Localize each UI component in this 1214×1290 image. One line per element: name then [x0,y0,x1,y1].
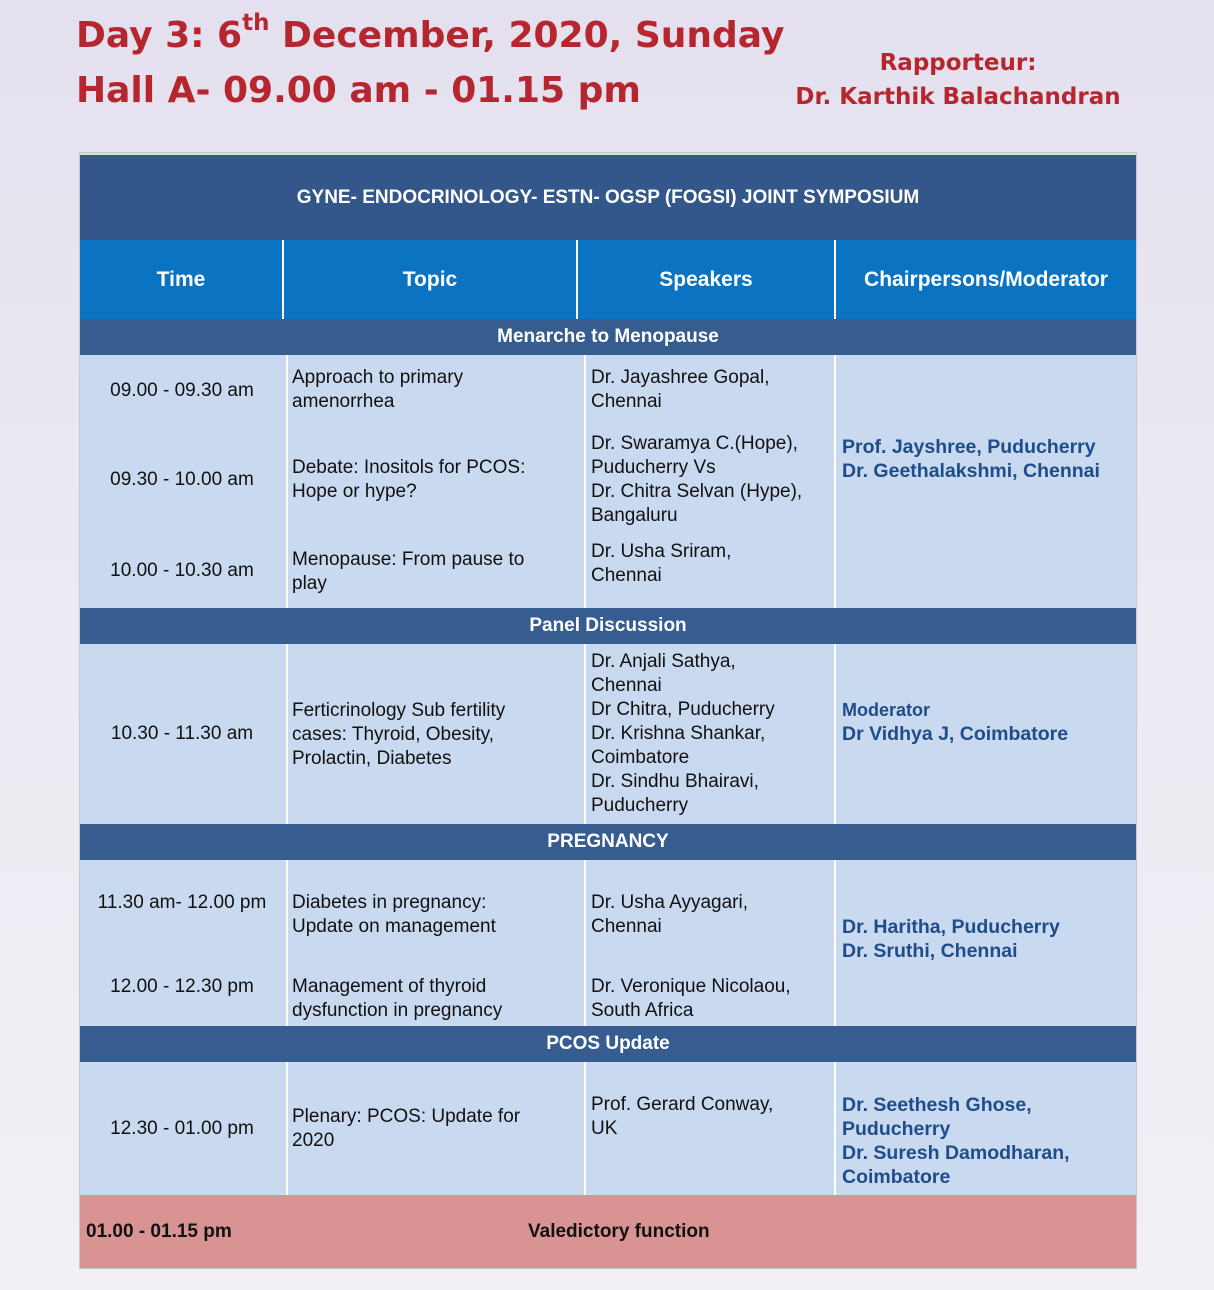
time-cell: 10.30 - 11.30 am [110,723,254,744]
day-heading: Day 3: 6th December, 2020, Sunday [76,10,785,56]
column-divider [584,1062,586,1195]
section-header: PREGNANCY [80,824,1136,860]
chair-cell: Moderator Dr Vidhya J, Coimbatore [842,700,1069,745]
time-cell: 12.00 - 12.30 pm [110,976,254,997]
col-header-speakers: Speakers [578,240,834,319]
column-divider [286,644,288,824]
time-cell: 12.30 - 01.00 pm [110,1118,254,1139]
column-divider [834,860,836,1026]
column-divider [834,240,836,319]
topic-cell: Debate: Inositols for PCOS: Hope or hype? [292,457,526,502]
column-divider [576,240,578,319]
topic-cell: Plenary: PCOS: Update for 2020 [292,1106,521,1151]
column-divider [834,644,836,824]
column-divider [286,860,288,1026]
speaker-cell: Dr. Usha Sriram, Chennai [591,541,732,586]
topic-cell: Menopause: From pause to play [292,549,525,594]
topic-cell: Approach to primary amenorrhea [292,367,464,412]
topic-cell: Management of thyroid dysfunction in pregnancy [292,976,503,1021]
hall-heading: Hall A- 09.00 am - 01.15 pm [76,70,641,111]
topic-cell: Diabetes in pregnancy: Update on management [292,892,496,937]
valedictory-label: Valedictory function [528,1221,710,1242]
col-header-topic: Topic [284,240,576,319]
section-header: Menarche to Menopause [80,319,1136,355]
valedictory-time: 01.00 - 01.15 pm [86,1221,232,1242]
speaker-cell: Dr. Usha Ayyagari, Chennai [591,892,749,937]
column-divider [286,355,288,608]
time-cell: 09.00 - 09.30 am [110,380,254,401]
col-header-time: Time [80,240,282,319]
topic-cell: Ferticrinology Sub fertility cases: Thyroid, Obesity, Prolactin, Diabetes [292,700,506,769]
time-cell: 10.00 - 10.30 am [110,560,254,581]
speaker-cell: Dr. Swaramya C.(Hope), Puducherry Vs Dr. Chitra Selvan (Hype), Bangaluru [591,433,803,526]
symposium-title: GYNE- ENDOCRINOLOGY- ESTN- OGSP (FOGSI) JOINT SYMPOSIUM [80,153,1136,240]
column-divider [286,1062,288,1195]
rapporteur-name: Dr. Karthik Balachandran [795,84,1121,110]
column-divider [584,644,586,824]
section-header: Panel Discussion [80,608,1136,644]
time-cell: 09.30 - 10.00 am [110,469,254,490]
speaker-cell: Dr. Jayashree Gopal, Chennai [591,367,770,412]
time-cell: 11.30 am- 12.00 pm [97,892,267,913]
speaker-cell: Dr. Anjali Sathya, Chennai Dr Chitra, Puducherry Dr. Krishna Shankar, Coimbatore Dr. Sindhu Bhairavi, Puducherry [591,651,775,816]
column-divider [282,240,284,319]
column-divider [834,355,836,608]
col-header-chairpersons: Chairpersons/Moderator [836,240,1136,319]
rapporteur-label: Rapporteur: [879,50,1037,76]
speaker-cell: Prof. Gerard Conway, UK [591,1094,774,1139]
chair-cell: Dr. Seethesh Ghose, Puducherry Dr. Suresh Damodharan, Coimbatore [842,1094,1070,1188]
section-header: PCOS Update [80,1026,1136,1062]
chair-cell: Prof. Jayshree, Puducherry Dr. Geethalakshmi, Chennai [842,436,1100,482]
speaker-cell: Dr. Veronique Nicolaou, South Africa [591,976,791,1021]
column-divider [584,860,586,1026]
column-divider [834,1062,836,1195]
column-divider [584,355,586,608]
schedule-table [80,153,1136,1268]
chair-cell: Dr. Haritha, Puducherry Dr. Sruthi, Chennai [842,916,1060,962]
